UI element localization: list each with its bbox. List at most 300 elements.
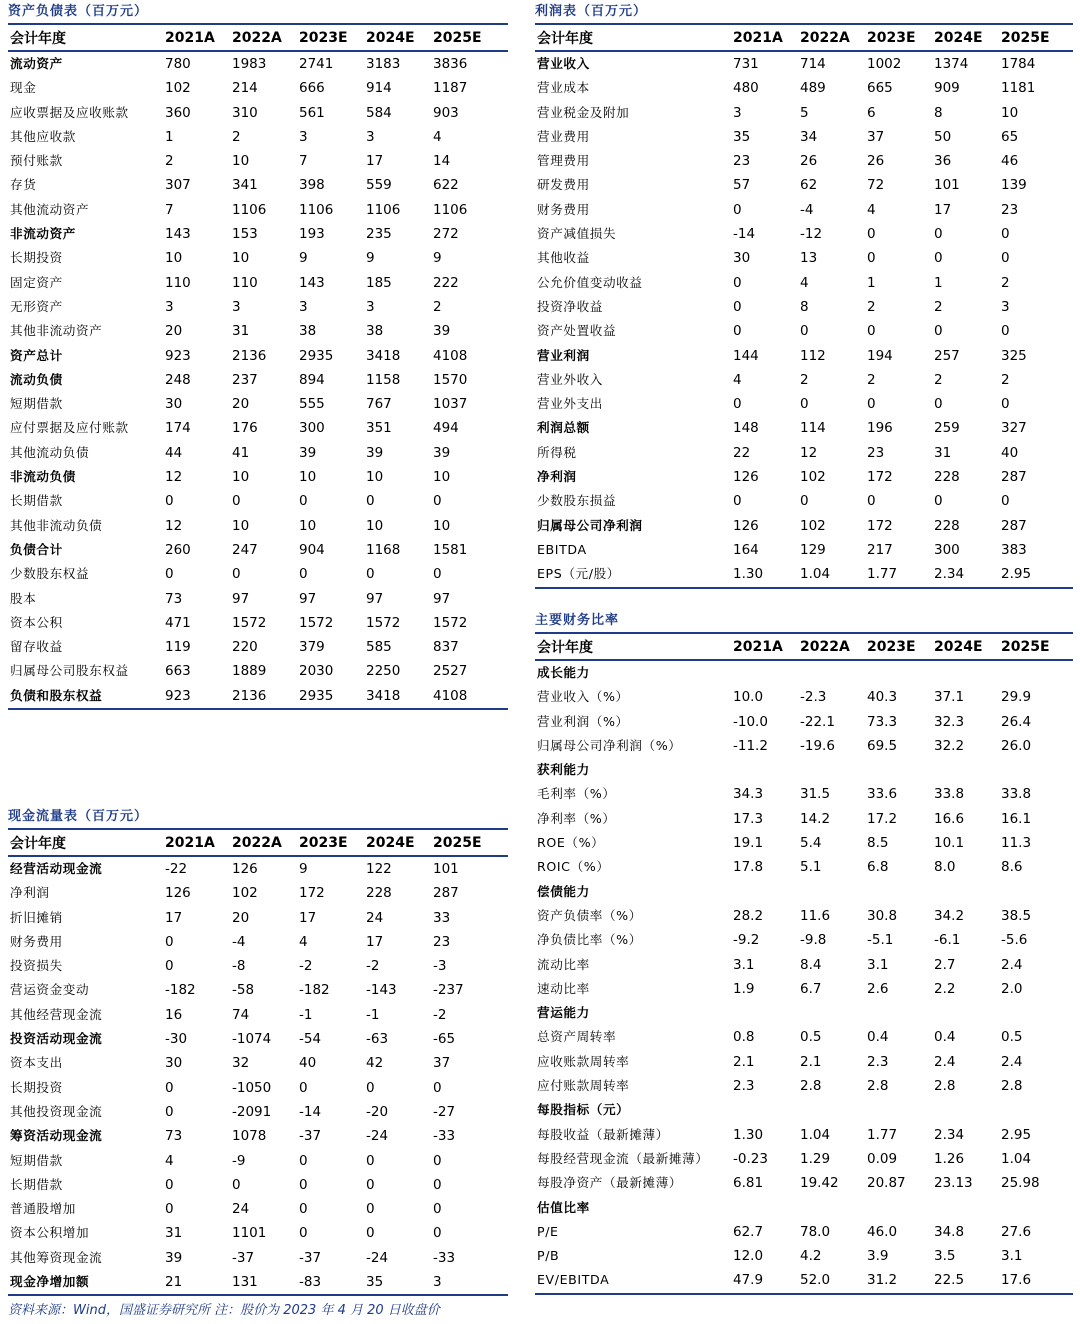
table-row (535, 368, 1073, 392)
cell-value: 731 (733, 56, 759, 72)
cell-value: 74 (232, 1006, 250, 1023)
cell-value: 0 (232, 493, 241, 510)
row-label: 负债合计 (10, 541, 63, 557)
cell-value: 0 (733, 274, 742, 291)
cell-value: 10.1 (934, 835, 965, 852)
cell-value: 97 (433, 590, 451, 607)
cell-value: -6.1 (934, 932, 961, 949)
cell-value: 126 (733, 517, 759, 534)
cell-value: -54 (299, 1031, 322, 1048)
cell-value: 0 (800, 323, 809, 340)
cell-value: 1.9 (733, 980, 755, 997)
cell-value: 259 (934, 420, 960, 437)
cell-value: 2.8 (934, 1078, 956, 1095)
cell-value: 37 (867, 128, 885, 145)
cell-value (932, 1098, 999, 1122)
cell-value: 39 (366, 444, 384, 461)
table-row (535, 953, 1073, 977)
cell-value: 1983 (232, 56, 267, 72)
cell-value: 1.29 (800, 1150, 831, 1167)
cell-value: -33 (433, 1128, 456, 1145)
cell-value: 0 (232, 1176, 241, 1193)
row-label: 其他非流动负债 (10, 517, 103, 533)
row-label: 资产减值损失 (537, 226, 617, 242)
cell-value: 41 (232, 444, 250, 461)
row-label: 财务费用 (10, 933, 63, 949)
cell-value: 12.0 (733, 1248, 764, 1265)
cell-value: 780 (165, 56, 191, 72)
table-row (535, 538, 1073, 562)
cell-value: 714 (800, 56, 826, 72)
cell-value: -1 (299, 1006, 313, 1023)
cell-value: 112 (800, 347, 826, 364)
cell-value: 22.5 (932, 1268, 999, 1293)
cell-value: 4 (800, 274, 809, 291)
table-row (8, 173, 508, 197)
cell-value (865, 1098, 932, 1122)
cell-value (932, 1001, 999, 1025)
cell-value: 0 (433, 1201, 442, 1218)
table-row (8, 1076, 508, 1100)
cell-value: 0 (165, 1079, 174, 1096)
cell-value: -20 (366, 1103, 389, 1120)
cell-value: 1.77 (865, 562, 932, 587)
cell-value: 39 (165, 1249, 183, 1266)
row-label: 固定资产 (10, 274, 63, 290)
balance-sheet-panel (8, 0, 508, 710)
table-row (535, 1171, 1073, 1195)
table-row (8, 1100, 508, 1124)
row-label: 获利能力 (537, 762, 590, 778)
cell-value: 2250 (366, 663, 401, 680)
cell-value: 4108 (431, 684, 508, 709)
cell-value: 3 (299, 128, 308, 145)
column-header-year: 2022A (798, 633, 865, 660)
cell-value: -2 (299, 958, 313, 975)
cell-value: 1.26 (934, 1150, 965, 1167)
cell-value: 4.2 (800, 1248, 822, 1265)
row-label: 资产处置收益 (537, 323, 617, 339)
cell-value: 153 (232, 226, 258, 243)
row-label: EPS（元/股） (535, 562, 731, 587)
cell-value: 0 (299, 1225, 308, 1242)
table-row (535, 977, 1073, 1001)
row-label: 应收账款周转率 (537, 1053, 630, 1069)
cell-value: 32 (232, 1055, 250, 1072)
table-row (535, 441, 1073, 465)
cell-value: 20 (165, 323, 183, 340)
cell-value: 10 (433, 517, 451, 534)
table-row (535, 514, 1073, 538)
table-row (8, 368, 508, 392)
cell-value: 0.5 (1001, 1029, 1023, 1046)
cell-value: -24 (366, 1128, 389, 1145)
table-row (535, 1001, 1073, 1025)
table-row (8, 1173, 508, 1197)
income-statement-title: 利润表（百万元） (535, 4, 648, 19)
cell-value: 31 (934, 444, 952, 461)
row-label: 应付票据及应付账款 (10, 420, 129, 436)
cell-value: 0 (867, 226, 876, 243)
cell-value: 1.04 (798, 562, 865, 587)
cell-value (865, 660, 932, 685)
cell-value: 2.3 (867, 1053, 889, 1070)
column-header-fiscal-year: 会计年度 (8, 24, 163, 51)
table-row (535, 173, 1073, 197)
cell-value: 2.4 (1001, 956, 1023, 973)
cell-value: 38 (299, 323, 317, 340)
cell-value: 327 (1001, 420, 1027, 437)
cell-value: 0 (165, 566, 174, 583)
cell-value: 4 (867, 201, 876, 218)
cell-value: 3 (1001, 298, 1010, 315)
row-label: ROIC（%） (537, 859, 610, 875)
table-row (535, 880, 1073, 904)
cell-value: 287 (1001, 469, 1027, 486)
table-row (8, 635, 508, 659)
row-label: 折旧摊销 (10, 909, 63, 925)
cell-value: 3 (299, 298, 308, 315)
row-label: 预付账款 (10, 153, 63, 169)
cell-value (798, 1001, 865, 1025)
column-header-year: 2023E (297, 24, 364, 51)
cell-value: 1078 (232, 1128, 267, 1145)
cell-value: 3836 (433, 56, 468, 72)
table-row (535, 1147, 1073, 1171)
cell-value: -1050 (232, 1079, 272, 1096)
cell-value: 2741 (299, 56, 334, 72)
cell-value: 36 (934, 153, 952, 170)
cell-value: -11.2 (733, 737, 768, 754)
cell-value: 666 (299, 80, 325, 97)
cell-value: 28.2 (733, 907, 764, 924)
cell-value: -143 (366, 982, 397, 999)
row-label: 每股指标（元） (537, 1102, 630, 1118)
cell-value: -63 (366, 1031, 389, 1048)
table-row (8, 344, 508, 368)
cell-value: -182 (165, 982, 196, 999)
cash-flow-title: 现金流量表（百万元） (8, 809, 149, 824)
cell-value: 73.3 (867, 713, 898, 730)
cell-value: 360 (165, 104, 191, 121)
cell-value: 248 (165, 371, 191, 388)
cell-value: 2030 (299, 663, 334, 680)
table-row (535, 904, 1073, 928)
row-label: 营业外收入 (537, 371, 603, 387)
cell-value: 176 (232, 420, 258, 437)
row-label: 营业收入（%） (537, 689, 629, 705)
cell-value: 0.09 (867, 1150, 898, 1167)
cell-value: 2.1 (733, 1053, 755, 1070)
cell-value: -10.0 (733, 713, 768, 730)
cell-value: 193 (299, 226, 325, 243)
cell-value: 1037 (433, 396, 468, 413)
cell-value: 2 (867, 371, 876, 388)
cell-value (932, 660, 999, 685)
cell-value: 10 (433, 469, 451, 486)
cell-value: 8.6 (1001, 859, 1023, 876)
table-row (8, 587, 508, 611)
cell-value: 325 (1001, 347, 1027, 364)
cell-value (731, 1001, 798, 1025)
cell-value: -5.6 (1001, 932, 1028, 949)
cell-value: 1158 (366, 371, 401, 388)
ratios-title: 主要财务比率 (535, 613, 620, 628)
cell-value: 0 (366, 1079, 375, 1096)
cell-value: -65 (433, 1031, 456, 1048)
source-note: 资料来源：Wind，国盛证券研究所 注：股价为 2023 年 4 月 20 日收盘价 (8, 1303, 440, 1318)
table-row (535, 101, 1073, 125)
cell-value: 23.13 (934, 1175, 973, 1192)
table-row (8, 198, 508, 222)
cell-value: 584 (366, 104, 392, 121)
row-label: 存货 (10, 177, 37, 193)
column-header-year: 2024E (364, 829, 431, 856)
table-row (8, 1246, 508, 1270)
cell-value: -4 (232, 933, 246, 950)
row-label: 每股收益（最新摊薄） (537, 1126, 669, 1142)
cell-value: 57 (733, 177, 751, 194)
cell-value: 10.0 (733, 689, 764, 706)
cell-value: 78.0 (800, 1223, 831, 1240)
cell-value: 17.2 (867, 810, 898, 827)
cell-value: 0 (867, 250, 876, 267)
cell-value: 923 (163, 684, 230, 709)
cell-value: 1106 (299, 201, 334, 218)
cell-value: -58 (232, 982, 255, 999)
table-row (8, 101, 508, 125)
cell-value: 44 (165, 444, 183, 461)
row-label: 长期借款 (10, 493, 63, 509)
row-label: 营业利润（%） (537, 713, 629, 729)
cell-value: 489 (800, 80, 826, 97)
cell-value: 0 (733, 493, 742, 510)
cell-value: 272 (433, 226, 459, 243)
cell-value: -5.1 (867, 932, 894, 949)
cell-value: 300 (934, 541, 960, 558)
cell-value: 11.3 (1001, 835, 1032, 852)
cell-value: 0 (165, 1103, 174, 1120)
cell-value: 1572 (299, 614, 334, 631)
cell-value: -1074 (232, 1031, 272, 1048)
cell-value: 110 (232, 274, 258, 291)
header-row (535, 24, 1073, 51)
cell-value: 12 (165, 517, 183, 534)
cell-value: 1889 (232, 663, 267, 680)
cell-value: 0 (299, 1079, 308, 1096)
cell-value: 0 (366, 1152, 375, 1169)
row-label: 每股经营现金流（最新摊薄） (537, 1150, 709, 1166)
cell-value: 1.04 (1001, 1150, 1032, 1167)
cell-value: 0 (433, 566, 442, 583)
column-header-fiscal-year: 会计年度 (535, 633, 731, 660)
cell-value: 17.8 (733, 859, 764, 876)
cell-value (999, 1001, 1073, 1025)
cell-value: 2.8 (1001, 1078, 1023, 1095)
cell-value: 5 (800, 104, 809, 121)
table-row (535, 465, 1073, 489)
cell-value: -9.8 (800, 932, 827, 949)
cell-value: 20 (232, 909, 250, 926)
header-row (8, 24, 508, 51)
row-label: 营业费用 (537, 128, 590, 144)
cell-value: 126 (733, 469, 759, 486)
cell-value: 0 (733, 298, 742, 315)
column-header-year: 2021A (163, 24, 230, 51)
cell-value: 909 (934, 80, 960, 97)
cell-value: -4 (800, 201, 814, 218)
column-header-fiscal-year: 会计年度 (535, 24, 731, 51)
cell-value (865, 758, 932, 782)
cell-value (798, 1098, 865, 1122)
cell-value: 0 (433, 493, 442, 510)
cell-value: 0 (733, 396, 742, 413)
cell-value: 39 (433, 444, 451, 461)
table-row (8, 856, 508, 881)
column-header-year: 2022A (230, 24, 297, 51)
cell-value: 35 (733, 128, 751, 145)
table-row (8, 1003, 508, 1027)
cell-value (932, 880, 999, 904)
cell-value: 185 (366, 274, 392, 291)
table-row (8, 149, 508, 173)
cell-value: 0 (1001, 396, 1010, 413)
column-header-year: 2025E (431, 829, 508, 856)
row-label: 估值比率 (537, 1199, 590, 1215)
cell-value: 287 (433, 885, 459, 902)
row-label: 其他经营现金流 (10, 1006, 103, 1022)
cell-value: 39 (433, 323, 451, 340)
cell-value: 0 (366, 1225, 375, 1242)
cell-value: 0 (165, 1201, 174, 1218)
cell-value (865, 880, 932, 904)
cell-value: 40 (299, 1055, 317, 1072)
row-label: 归属母公司净利润（%） (537, 737, 682, 753)
cell-value: -14 (299, 1103, 322, 1120)
cell-value: 0 (165, 493, 174, 510)
cell-value: 0 (867, 323, 876, 340)
cell-value: 7 (299, 153, 308, 170)
cell-value: 837 (433, 639, 459, 656)
cell-value: 8 (934, 104, 943, 121)
table-row (535, 855, 1073, 879)
cell-value: 2136 (230, 684, 297, 709)
cell-value: 622 (433, 177, 459, 194)
cell-value: 341 (232, 177, 258, 194)
row-label: P/B (537, 1248, 560, 1264)
cell-value: 561 (299, 104, 325, 121)
cell-value: 0 (366, 1201, 375, 1218)
cell-value: 196 (867, 420, 893, 437)
cell-value: -2091 (232, 1103, 272, 1120)
table-row (8, 611, 508, 635)
cell-value: 102 (800, 469, 826, 486)
cell-value: 131 (230, 1270, 297, 1295)
row-label: P/E (537, 1223, 559, 1239)
cell-value: 2935 (299, 347, 334, 364)
cell-value: 2 (232, 128, 241, 145)
cell-value: 0 (165, 958, 174, 975)
table-row (535, 295, 1073, 319)
cell-value: 3 (366, 128, 375, 145)
cell-value: 14 (433, 153, 451, 170)
cell-value: 1 (934, 274, 943, 291)
column-header-year: 2023E (865, 633, 932, 660)
cell-value: 0 (867, 493, 876, 510)
cell-value: 3418 (366, 347, 401, 364)
cell-value: 0 (1001, 323, 1010, 340)
cell-value: 9 (299, 861, 308, 877)
cell-value: 10 (232, 250, 250, 267)
cell-value: 8.4 (800, 956, 822, 973)
cell-value: 222 (433, 274, 459, 291)
cell-value (999, 880, 1073, 904)
cell-value: 40.3 (867, 689, 898, 706)
cell-value: 1181 (1001, 80, 1036, 97)
cell-value: -8 (232, 958, 246, 975)
cell-value: 172 (299, 885, 325, 902)
cell-value: 0 (299, 1152, 308, 1169)
cell-value: 2.95 (1001, 1126, 1032, 1143)
row-label: 筹资活动现金流 (10, 1128, 103, 1144)
cell-value: 1572 (232, 614, 267, 631)
cell-value: 8.0 (934, 859, 956, 876)
cell-value: 2136 (232, 347, 267, 364)
cell-value: 351 (366, 420, 392, 437)
cell-value: 4108 (433, 347, 468, 364)
row-label: 长期投资 (10, 1079, 63, 1095)
table-row (535, 562, 1073, 587)
cell-value: 22 (733, 444, 751, 461)
cell-value: 300 (299, 420, 325, 437)
cell-value: 0 (299, 566, 308, 583)
cell-value: -30 (165, 1031, 188, 1048)
table-row (535, 319, 1073, 343)
cell-value: 0 (733, 201, 742, 218)
row-label: 经营活动现金流 (10, 861, 103, 876)
cell-value: 1.77 (867, 1126, 898, 1143)
cell-value: 143 (165, 226, 191, 243)
row-label: 财务费用 (537, 201, 590, 217)
cell-value: 10 (1001, 104, 1019, 121)
row-label: 营业成本 (537, 80, 590, 96)
cell-value: 5.1 (800, 859, 822, 876)
column-header-year: 2025E (431, 24, 508, 51)
table-row (8, 562, 508, 586)
cell-value (932, 1196, 999, 1220)
cell-value: 102 (800, 517, 826, 534)
cell-value (731, 880, 798, 904)
table-row (535, 685, 1073, 709)
row-label: 现金 (10, 80, 37, 96)
cell-value: -0.23 (733, 1150, 768, 1167)
table-row (8, 76, 508, 100)
table-row (8, 319, 508, 343)
cell-value: 30 (165, 1055, 183, 1072)
cell-value: 4 (165, 1152, 174, 1169)
cell-value: 287 (1001, 517, 1027, 534)
cell-value: 26 (800, 153, 818, 170)
cell-value: 39 (299, 444, 317, 461)
row-label: 营业税金及附加 (537, 104, 630, 120)
row-label: 少数股东权益 (10, 566, 90, 582)
cell-value: -12 (800, 226, 823, 243)
cell-value (798, 660, 865, 685)
table-row (8, 441, 508, 465)
row-label: 速动比率 (537, 980, 590, 996)
row-label: 长期借款 (10, 1176, 63, 1192)
cell-value: 0 (366, 493, 375, 510)
